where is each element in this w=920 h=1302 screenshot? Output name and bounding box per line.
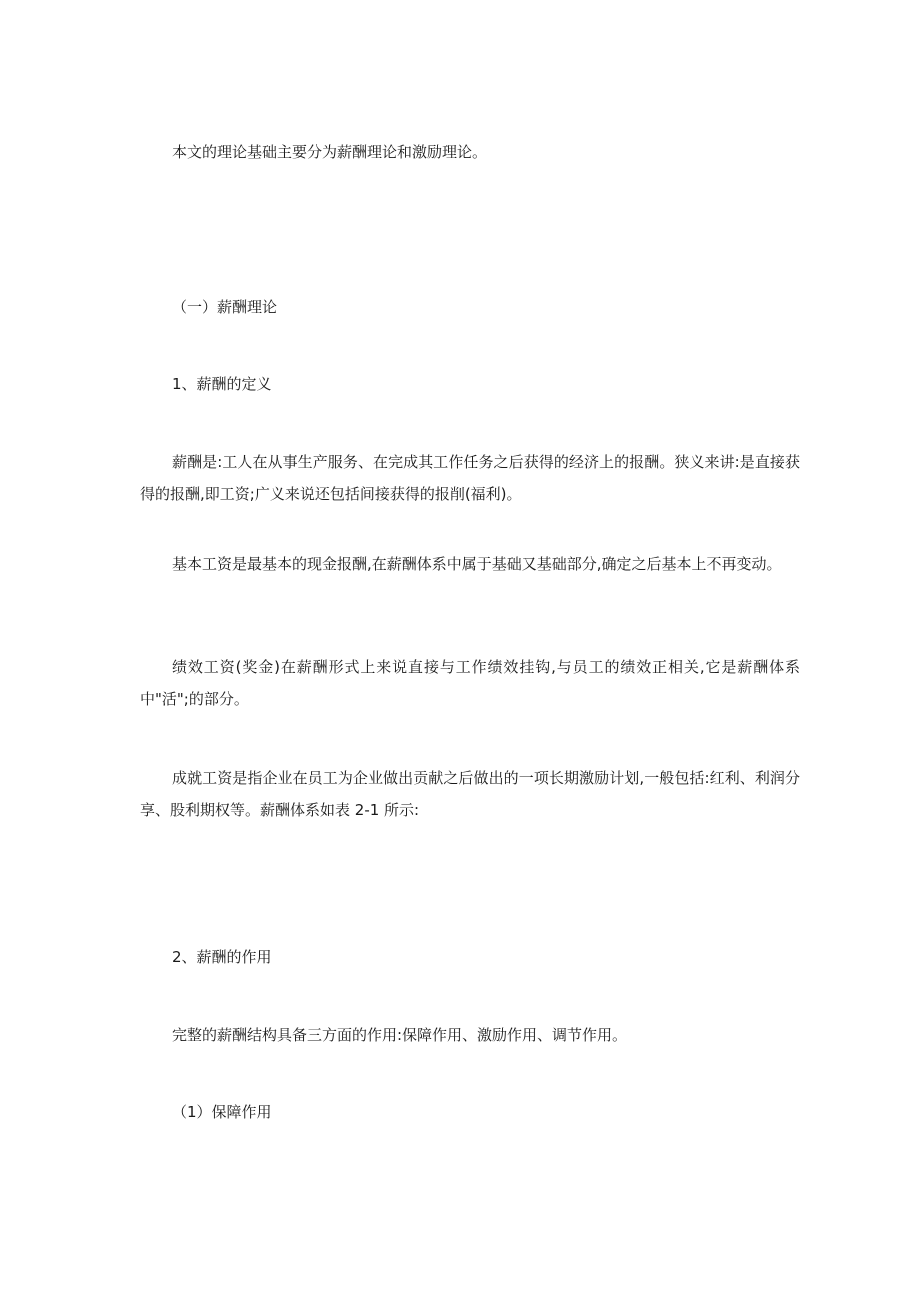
paragraph-salary-definition: 薪酬是:工人在从事生产服务、在完成其工作任务之后获得的经济上的报酬。狭义来讲:是直接获得的报酬,即工资;广义来说还包括间接获得的报削(福利)。 [140, 453, 800, 503]
section-heading-salary-theory: （一）薪酬理论 [172, 298, 278, 316]
item-heading-guarantee-function: （1）保障作用 [172, 1103, 272, 1121]
paragraph-performance-salary: 绩效工资(奖金)在薪酬形式上来说直接与工作绩效挂钩,与员工的绩效正相关,它是薪酬体系中"活";的部分。 [140, 658, 800, 708]
intro-paragraph: 本文的理论基础主要分为薪酬理论和激励理论。 [172, 143, 488, 161]
paragraph-base-salary: 基本工资是最基本的现金报酬,在薪酬体系中属于基础又基础部分,确定之后基本上不再变动。 [172, 555, 782, 573]
paragraph-achievement-salary: 成就工资是指企业在员工为企业做出贡献之后做出的一项长期激励计划,一般包括:红利、利润分享、股利期权等。薪酬体系如表 2-1 所示: [140, 769, 800, 819]
subsection-heading-salary-definition: 1、薪酬的定义 [172, 375, 272, 393]
subsection-heading-salary-functions: 2、薪酬的作用 [172, 948, 272, 966]
paragraph-salary-functions: 完整的薪酬结构具备三方面的作用:保障作用、激励作用、调节作用。 [172, 1026, 628, 1044]
